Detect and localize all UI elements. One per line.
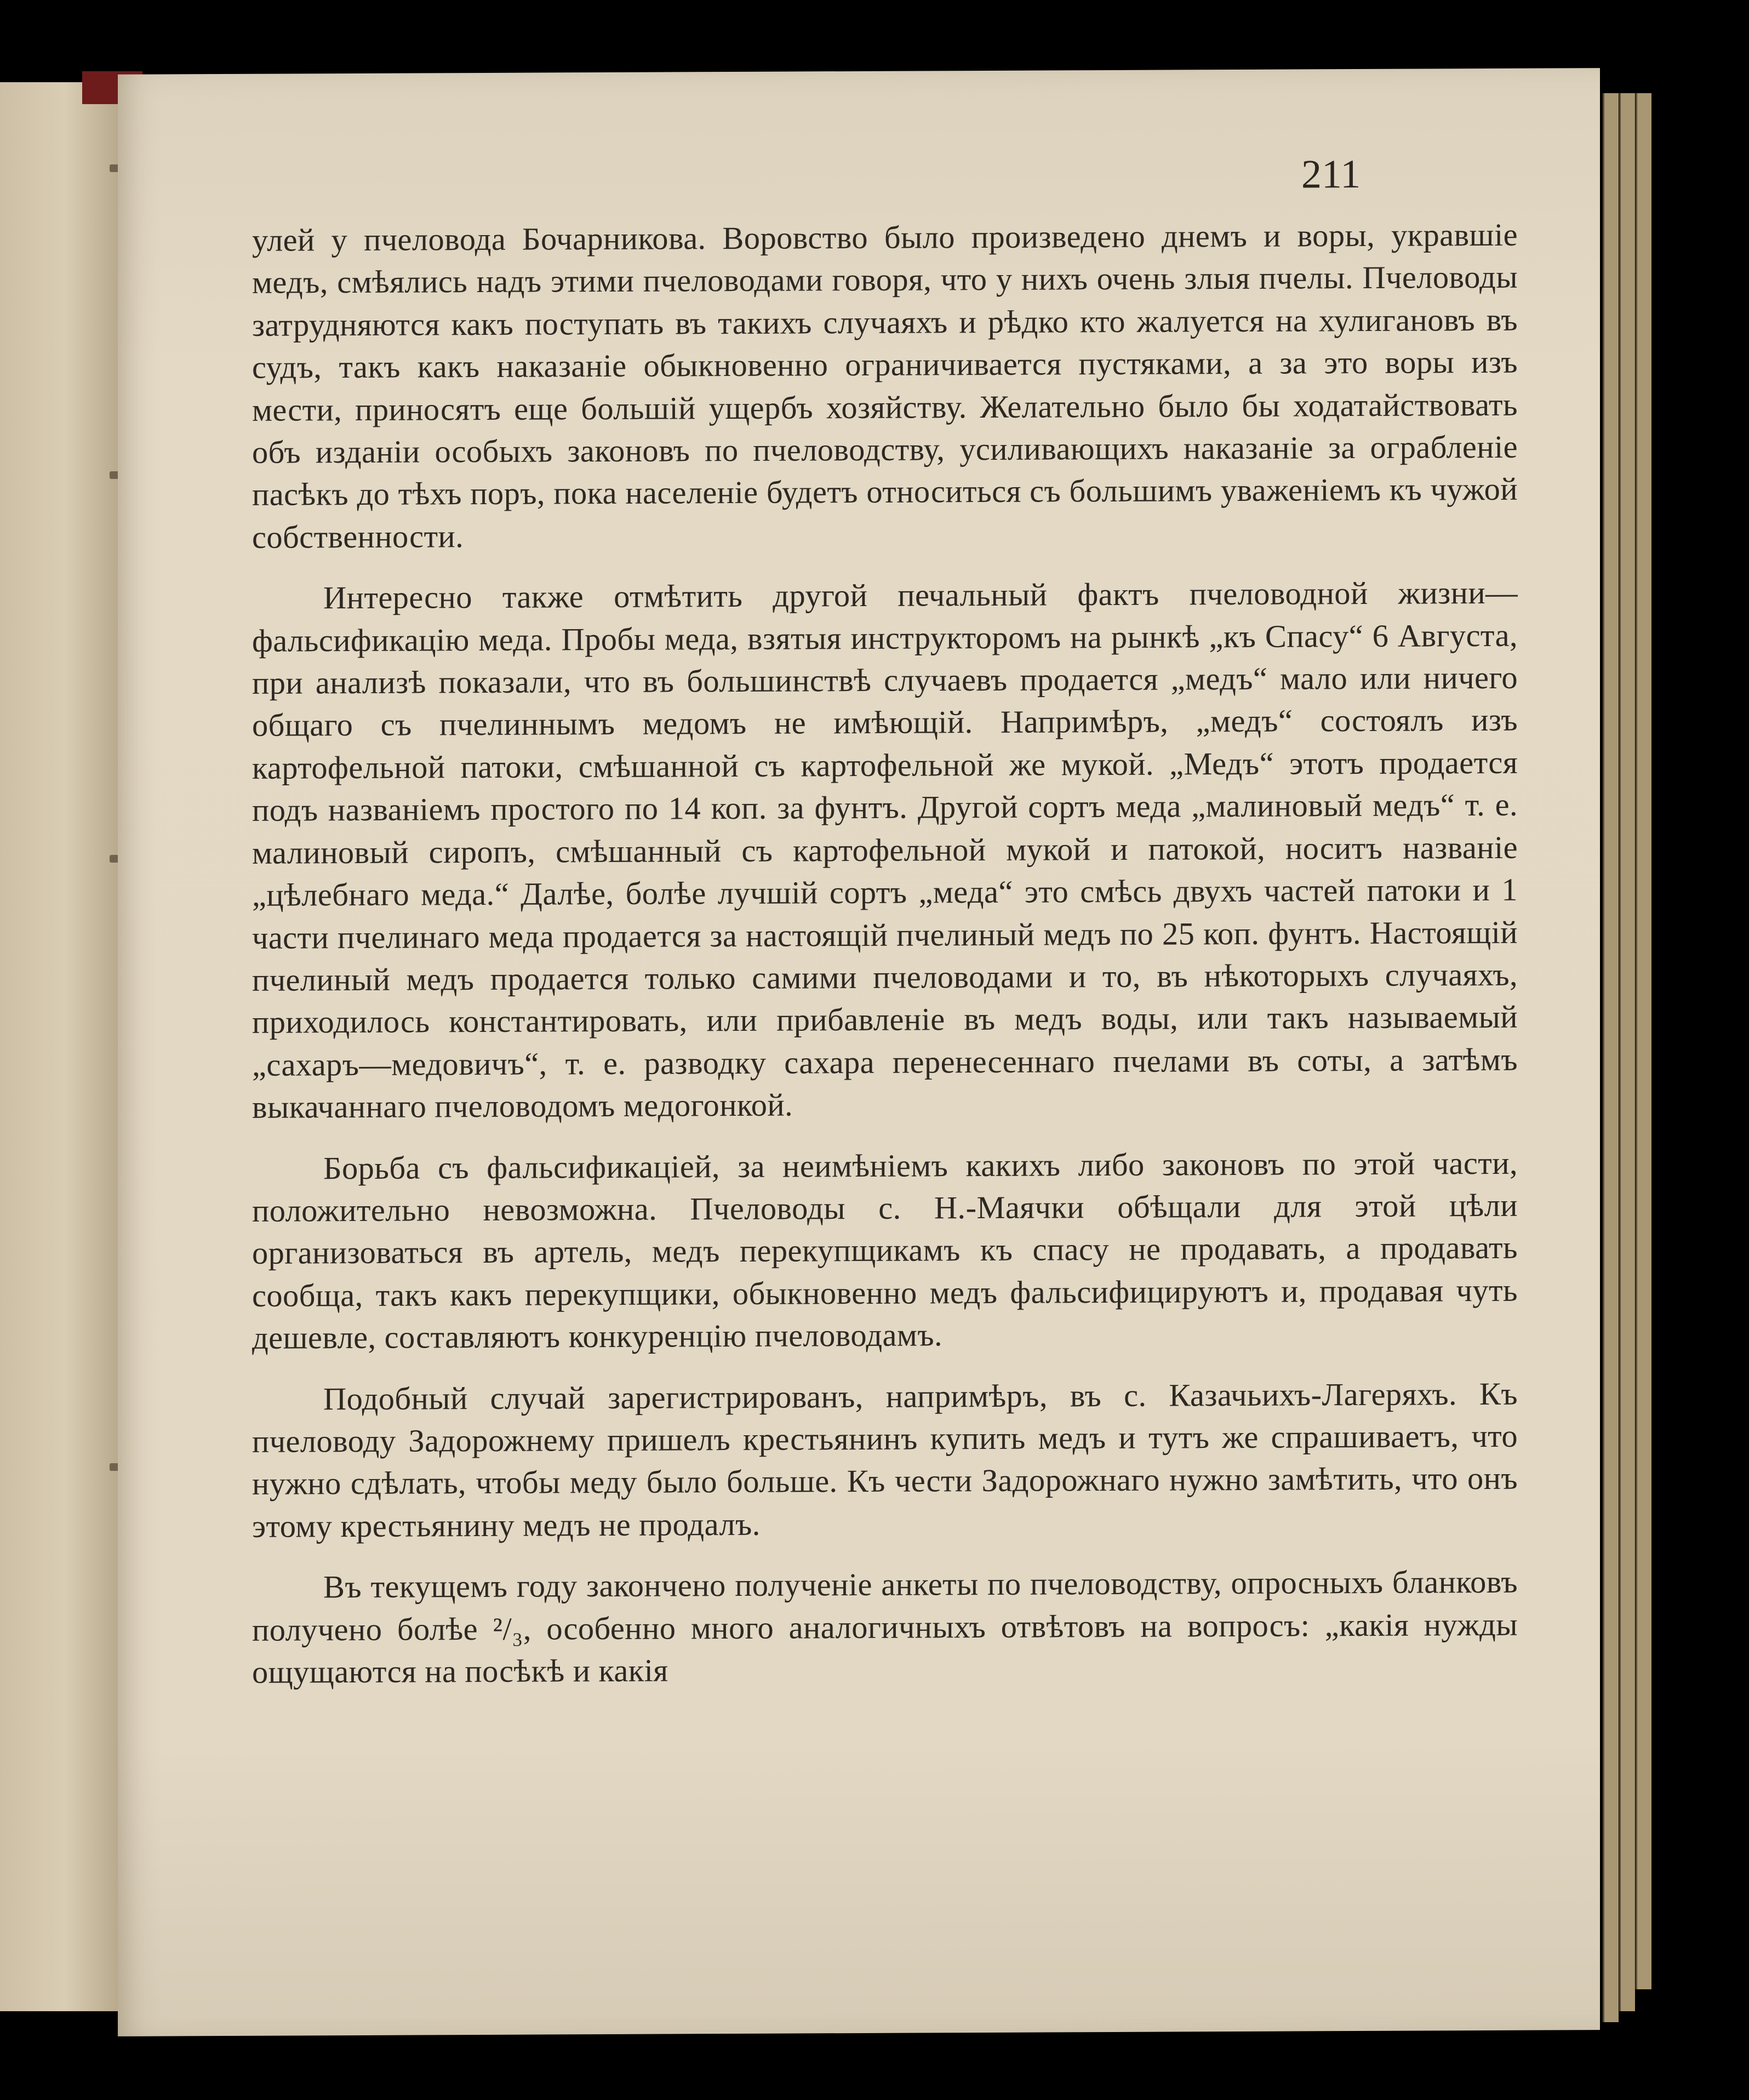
page-stack-edge bbox=[1636, 93, 1651, 1989]
paragraph: Подобный случай зарегистрированъ, напримѣръ, въ с. Казачьихъ-Лагеряхъ. Къ пчеловоду Задорожнему пришелъ крестьянинъ купить медъ и тутъ же спрашиваетъ, что нужно сдѣлать, чтобы меду было больше. Къ чести Задорожнаго нужно замѣтить, что онъ этому крестьянину медъ не продалъ. bbox=[252, 1376, 1518, 1544]
page-number: 211 bbox=[1301, 152, 1361, 197]
page-stack-edge bbox=[1619, 93, 1635, 2011]
page-stack-edge bbox=[1603, 93, 1619, 2022]
left-page-edge bbox=[0, 82, 120, 2011]
page-body bbox=[252, 214, 1518, 1712]
paragraph: улей у пчеловода Бочарникова. Воровство было произведено днемъ и воры, укравшіе медъ, смѣялись надъ этими пчеловодами говоря, что у нихъ очень злыя пчелы. Пчеловоды затрудняются какъ поступать въ такихъ случаяхъ и рѣдко кто жалуется на хулигановъ въ судъ, такъ какъ наказаніе обыкновенно ограничивается пустяками, а за это воры изъ мести, приносятъ еще большій ущербъ хозяйству. Желательно было бы ходатайствовать объ изданіи особыхъ законовъ по пчеловодству, усиливающихъ наказаніе за ограбленіе пасѣкъ до тѣхъ поръ, пока населеніе будетъ относиться съ большимъ уваженіемъ къ чужой собственности. bbox=[252, 216, 1518, 555]
paragraph: Борьба съ фальсификаціей, за неимѣніемъ какихъ либо законовъ по этой части, положительно невозможна. Пчеловоды с. Н.-Маячки обѣщали для этой цѣли организоваться въ артель, медъ перекупщикамъ къ спасу не продавать, а продавать сообща, такъ какъ перекупщики, обыкновенно медъ фальсифицируютъ и, продавая чуть дешевле, составляютъ конкуренцію пчеловодамъ. bbox=[252, 1145, 1518, 1356]
paragraph: Интересно также отмѣтить другой печальный фактъ пчеловодной жизни—фальсификацію меда. Пробы меда, взятыя инструкторомъ на рынкѣ „къ Спасу“ 6 Августа, при анализѣ показали, что въ большинствѣ случаевъ продается „медъ“ мало или ничего общаго съ пчелиннымъ медомъ не имѣющій. Напримѣръ, „медъ“ состоялъ изъ картофельной патоки, смѣшанной съ картофельной же мукой. „Медъ“ этотъ продается подъ названіемъ простого по 14 коп. за фунтъ. Другой сортъ меда „малиновый медъ“ т. е. малиновый сиропъ, смѣшанный съ картофельной мукой и патокой, носитъ названіе „цѣлебнаго меда.“ Далѣе, болѣе лучшій сортъ „меда“ это смѣсь двухъ частей патоки и 1 части пчелинаго меда продается за настоящій пчелиный медъ по 25 коп. фунтъ. Настоящій пчелиный медъ продается только самими пчеловодами и то, въ нѣкоторыхъ случаяхъ, приходилось константировать, или прибавленіе въ медъ воды, или такъ называемый „сахаръ—медовичъ“, т. е. разводку сахара перенесеннаго пчелами въ соты, а затѣмъ выкачаннаго пчеловодомъ медогонкой. bbox=[252, 575, 1518, 1125]
paragraph: Въ текущемъ году закончено полученіе анкеты по пчеловодству, опросныхъ бланковъ получено болѣе ²/₃, особенно много аналогичныхъ отвѣтовъ на вопросъ: „какія нужды ощущаются на посѣкѣ и какія bbox=[252, 1563, 1518, 1690]
book-page bbox=[118, 68, 1600, 2036]
